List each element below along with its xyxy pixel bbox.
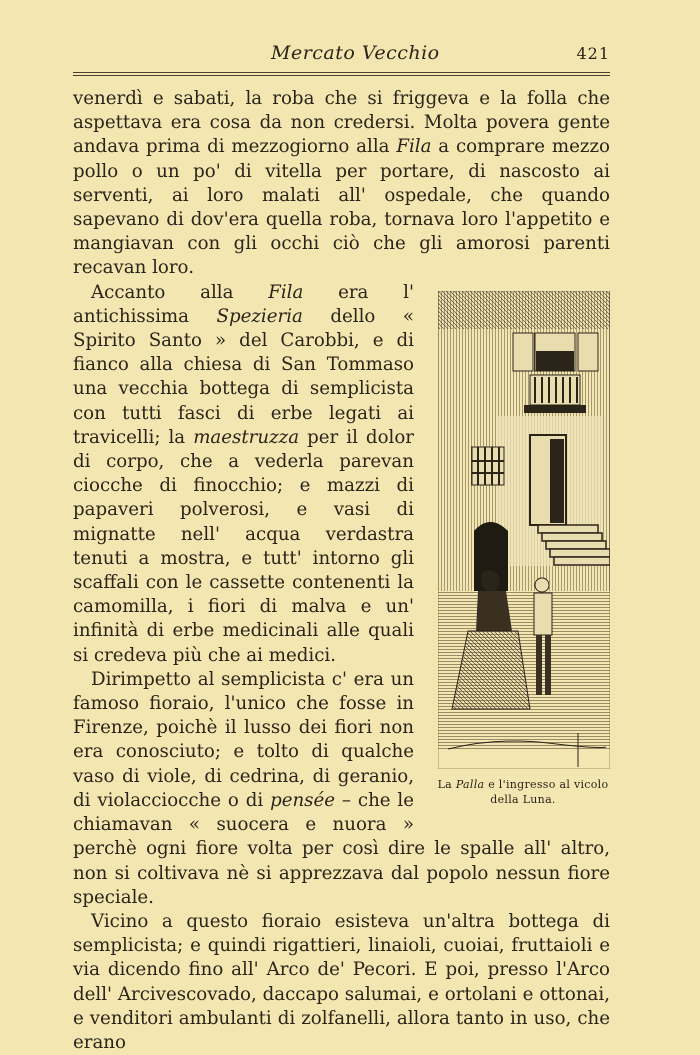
paragraph-1	[73, 87, 610, 281]
caption-post: e l'ingresso al vicolo della Luna.	[484, 777, 609, 806]
illustration-figure	[436, 287, 610, 817]
caption-italic: Palla	[455, 777, 485, 791]
figure-caption	[436, 777, 610, 807]
text-segment: Fila	[396, 136, 432, 158]
text-segment: venerdì e sabati, la roba che si friggeva e la folla che aspettava era cosa da non credersi. Molta povera gente andava prima di mezzogiorno alla	[73, 88, 610, 158]
text-segment: Fila	[268, 281, 304, 303]
text-segment: – che le chiamavan « suocera e nuora » perchè ogni fiore volta per così dire le spalle all' altro, non si coltivava nè si apprezzava dal popolo nessun fiore speciale.	[73, 789, 610, 908]
running-title: Mercato Vecchio	[271, 42, 440, 64]
text-segment: dello « Spirito Santo » del Carobbi, e di fianco alla chiesa di San Tommaso una vecchia bottega di semplicista con tutti fasci di erbe legati ai travicelli; la	[73, 305, 414, 448]
page-number: 421	[576, 44, 610, 63]
caption-pre: La	[437, 777, 456, 791]
street-engraving-illustration	[438, 291, 610, 769]
paragraph-4	[73, 910, 610, 1055]
text-segment: era l' antichissima	[73, 281, 414, 327]
text-segment: Accanto alla	[91, 281, 269, 303]
body-text	[73, 87, 610, 1055]
text-segment: Dirimpetto al semplicista c' era un famoso fioraio, l'unico che fosse in Firenze, poichè il lusso dei fiori non era conosciuto; e tolto di qualche vaso di viole, di cedrina, di geranio, di violacciocche o di	[73, 668, 414, 811]
text-segment: pensée	[270, 789, 336, 811]
text-segment: Vicino a questo fioraio esisteva un'altra bottega di semplicista; e quindi rigattieri, linaioli, cuoiai, fruttaioli e via dicendo fino all' Arco de' Pecori. E poi, presso l'Arco dell' Arcivescovado, daccapo salumai, e ortolani e ottonai, e venditori ambulanti di zolfanelli, allora tanto in uso, che erano	[73, 910, 610, 1053]
text-segment: a comprare mezzo pollo o un po' di vitella per portare, di nascosto ai serventi, ai loro malati all' ospedale, che quando sapevano di dov'era quella roba, tornava loro l'appetito e mangiavan con gli occhi ciò che gli amorosi parenti recavan loro.	[73, 136, 610, 279]
text-segment: maestruzza	[193, 426, 300, 448]
text-segment: Spezieria	[216, 305, 303, 327]
page-header	[73, 40, 610, 73]
text-segment: per il dolor di corpo, che a vederla parevan ciocche di finocchio; e mazzi di papaveri polverosi, e vasi di mignatte nell' acqua verdastra tenuti a mostra, e tutt' intorno gli scaffali con le cassette contenenti la camomilla, i fiori di malva e un' infinità di erbe medicinali alle quali si credeva più che ai medici.	[73, 426, 414, 666]
